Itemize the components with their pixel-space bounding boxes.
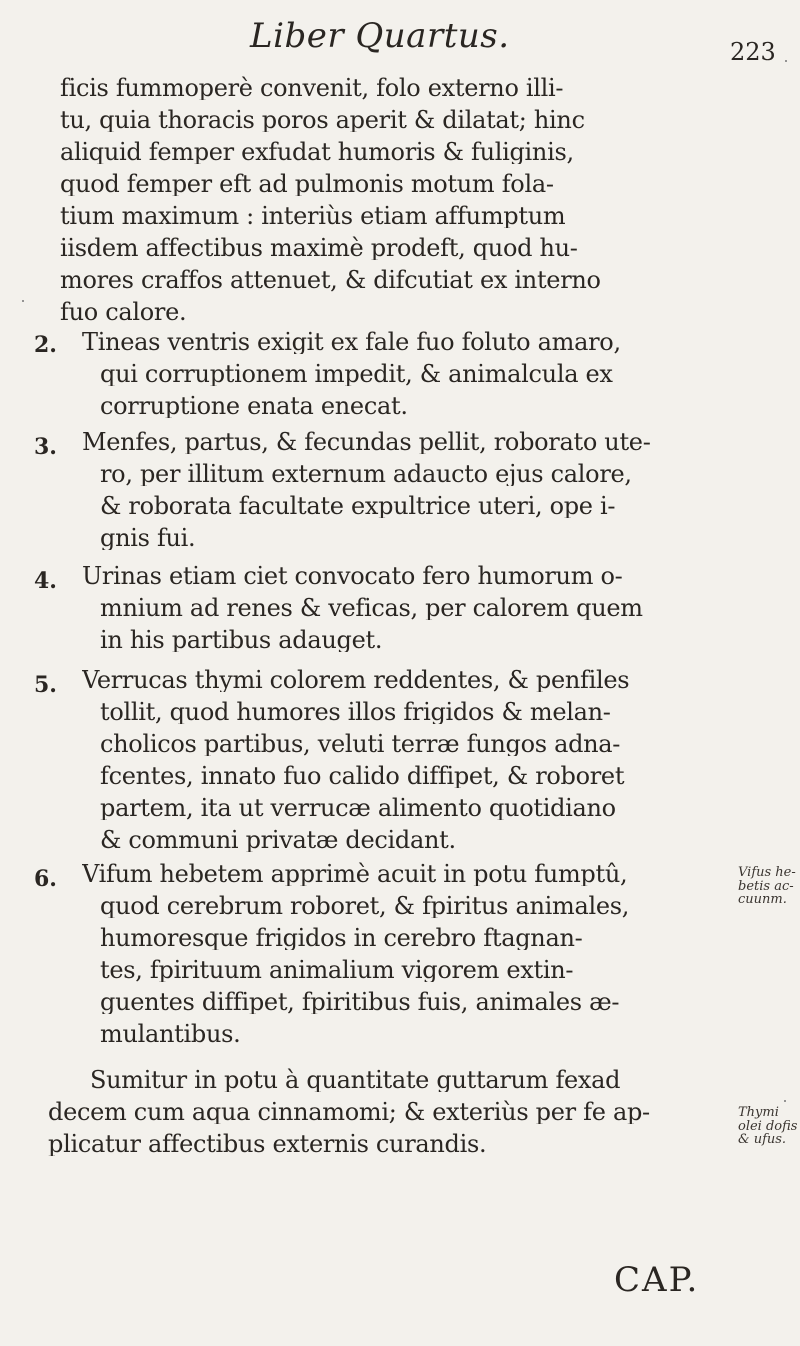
marginal-note bbox=[738, 1106, 798, 1147]
text-line: qui corruptionem impedit, & animalcula ex bbox=[100, 362, 613, 386]
page-number: 223 bbox=[730, 38, 776, 66]
text-line: mores craffos attenuet, & difcutiat ex interno bbox=[60, 268, 601, 292]
text-line: tium maximum : interiùs etiam affumptum bbox=[60, 204, 566, 228]
text-line: humoresque frigidos in cerebro ftagnan- bbox=[100, 926, 583, 950]
text-line: guentes diffipet, fpiritibus fuis, animales æ- bbox=[100, 990, 620, 1014]
paragraph-number: 5. bbox=[34, 672, 57, 698]
marginal-note bbox=[738, 866, 798, 907]
marginal-note-line: Thymi bbox=[738, 1105, 779, 1120]
text-line: tu, quia thoracis poros aperit & dilatat; hinc bbox=[60, 108, 585, 132]
text-line: Verrucas thymi colorem reddentes, & penfiles bbox=[82, 668, 630, 692]
paper-speck bbox=[22, 300, 24, 302]
text-line: partem, ita ut verrucæ alimento quotidiano bbox=[100, 796, 616, 820]
paper-speck bbox=[785, 60, 787, 62]
text-line: fuo calore. bbox=[60, 300, 187, 324]
text-line: Urinas etiam ciet convocato fero humorum o- bbox=[82, 564, 623, 588]
marginal-note-line: cuunm. bbox=[738, 892, 787, 908]
text-line: corruptione enata enecat. bbox=[100, 394, 408, 418]
marginal-note-line: & ufus. bbox=[738, 1132, 787, 1148]
text-line: gnis fui. bbox=[100, 526, 196, 550]
text-line: in his partibus adauget. bbox=[100, 628, 383, 652]
paper-speck bbox=[784, 1100, 786, 1102]
paragraph-number: 3. bbox=[34, 434, 57, 460]
paragraph-number: 6. bbox=[34, 866, 57, 892]
text-line: decem cum aqua cinnamomi; & exteriùs per fe ap- bbox=[48, 1100, 650, 1124]
text-line: mulantibus. bbox=[100, 1022, 241, 1046]
text-line: quod femper eft ad pulmonis motum fola- bbox=[60, 172, 554, 196]
text-line: aliquid femper exfudat humoris & fuliginis, bbox=[60, 140, 574, 164]
marginal-note-line: betis ac- bbox=[738, 878, 794, 894]
text-line: cholicos partibus, veluti terræ fungos adna- bbox=[100, 732, 621, 756]
paragraph-number: 2. bbox=[34, 332, 57, 358]
text-line: mnium ad renes & veficas, per calorem quem bbox=[100, 596, 643, 620]
text-line: Menfes, partus, & fecundas pellit, roborato ute- bbox=[82, 430, 651, 454]
text-line: tes, fpirituum animalium vigorem extin- bbox=[100, 958, 574, 982]
text-line: Sumitur in potu à quantitate guttarum fexad bbox=[90, 1068, 621, 1092]
catchword: CAP. bbox=[614, 1260, 700, 1300]
paragraph-number: 4. bbox=[34, 568, 57, 594]
text-line: tollit, quod humores illos frigidos & melan- bbox=[100, 700, 611, 724]
page-header bbox=[0, 10, 800, 80]
marginal-note-line: Vifus he- bbox=[738, 865, 796, 880]
text-line: & communi privatæ decidant. bbox=[100, 828, 456, 852]
text-line: quod cerebrum roboret, & fpiritus animales, bbox=[100, 894, 630, 918]
text-line: & roborata facultate expultrice uteri, ope i- bbox=[100, 494, 616, 518]
text-line: ficis fummoperè convenit, folo externo illi- bbox=[60, 76, 564, 100]
text-line: plicatur affectibus externis curandis. bbox=[48, 1132, 487, 1156]
text-line: fcentes, innato fuo calido diffipet, & roboret bbox=[100, 764, 625, 788]
text-line: ro, per illitum externum adaucto ejus calore, bbox=[100, 462, 632, 486]
running-title: Liber Quartus. bbox=[250, 16, 510, 56]
marginal-note-line: olei dofis bbox=[738, 1118, 798, 1134]
text-line: Tineas ventris exigit ex fale fuo foluto amaro, bbox=[82, 330, 621, 354]
text-line: iisdem affectibus maximè prodeft, quod hu- bbox=[60, 236, 578, 260]
text-line: Vifum hebetem apprimè acuit in potu fumptû, bbox=[82, 862, 628, 886]
